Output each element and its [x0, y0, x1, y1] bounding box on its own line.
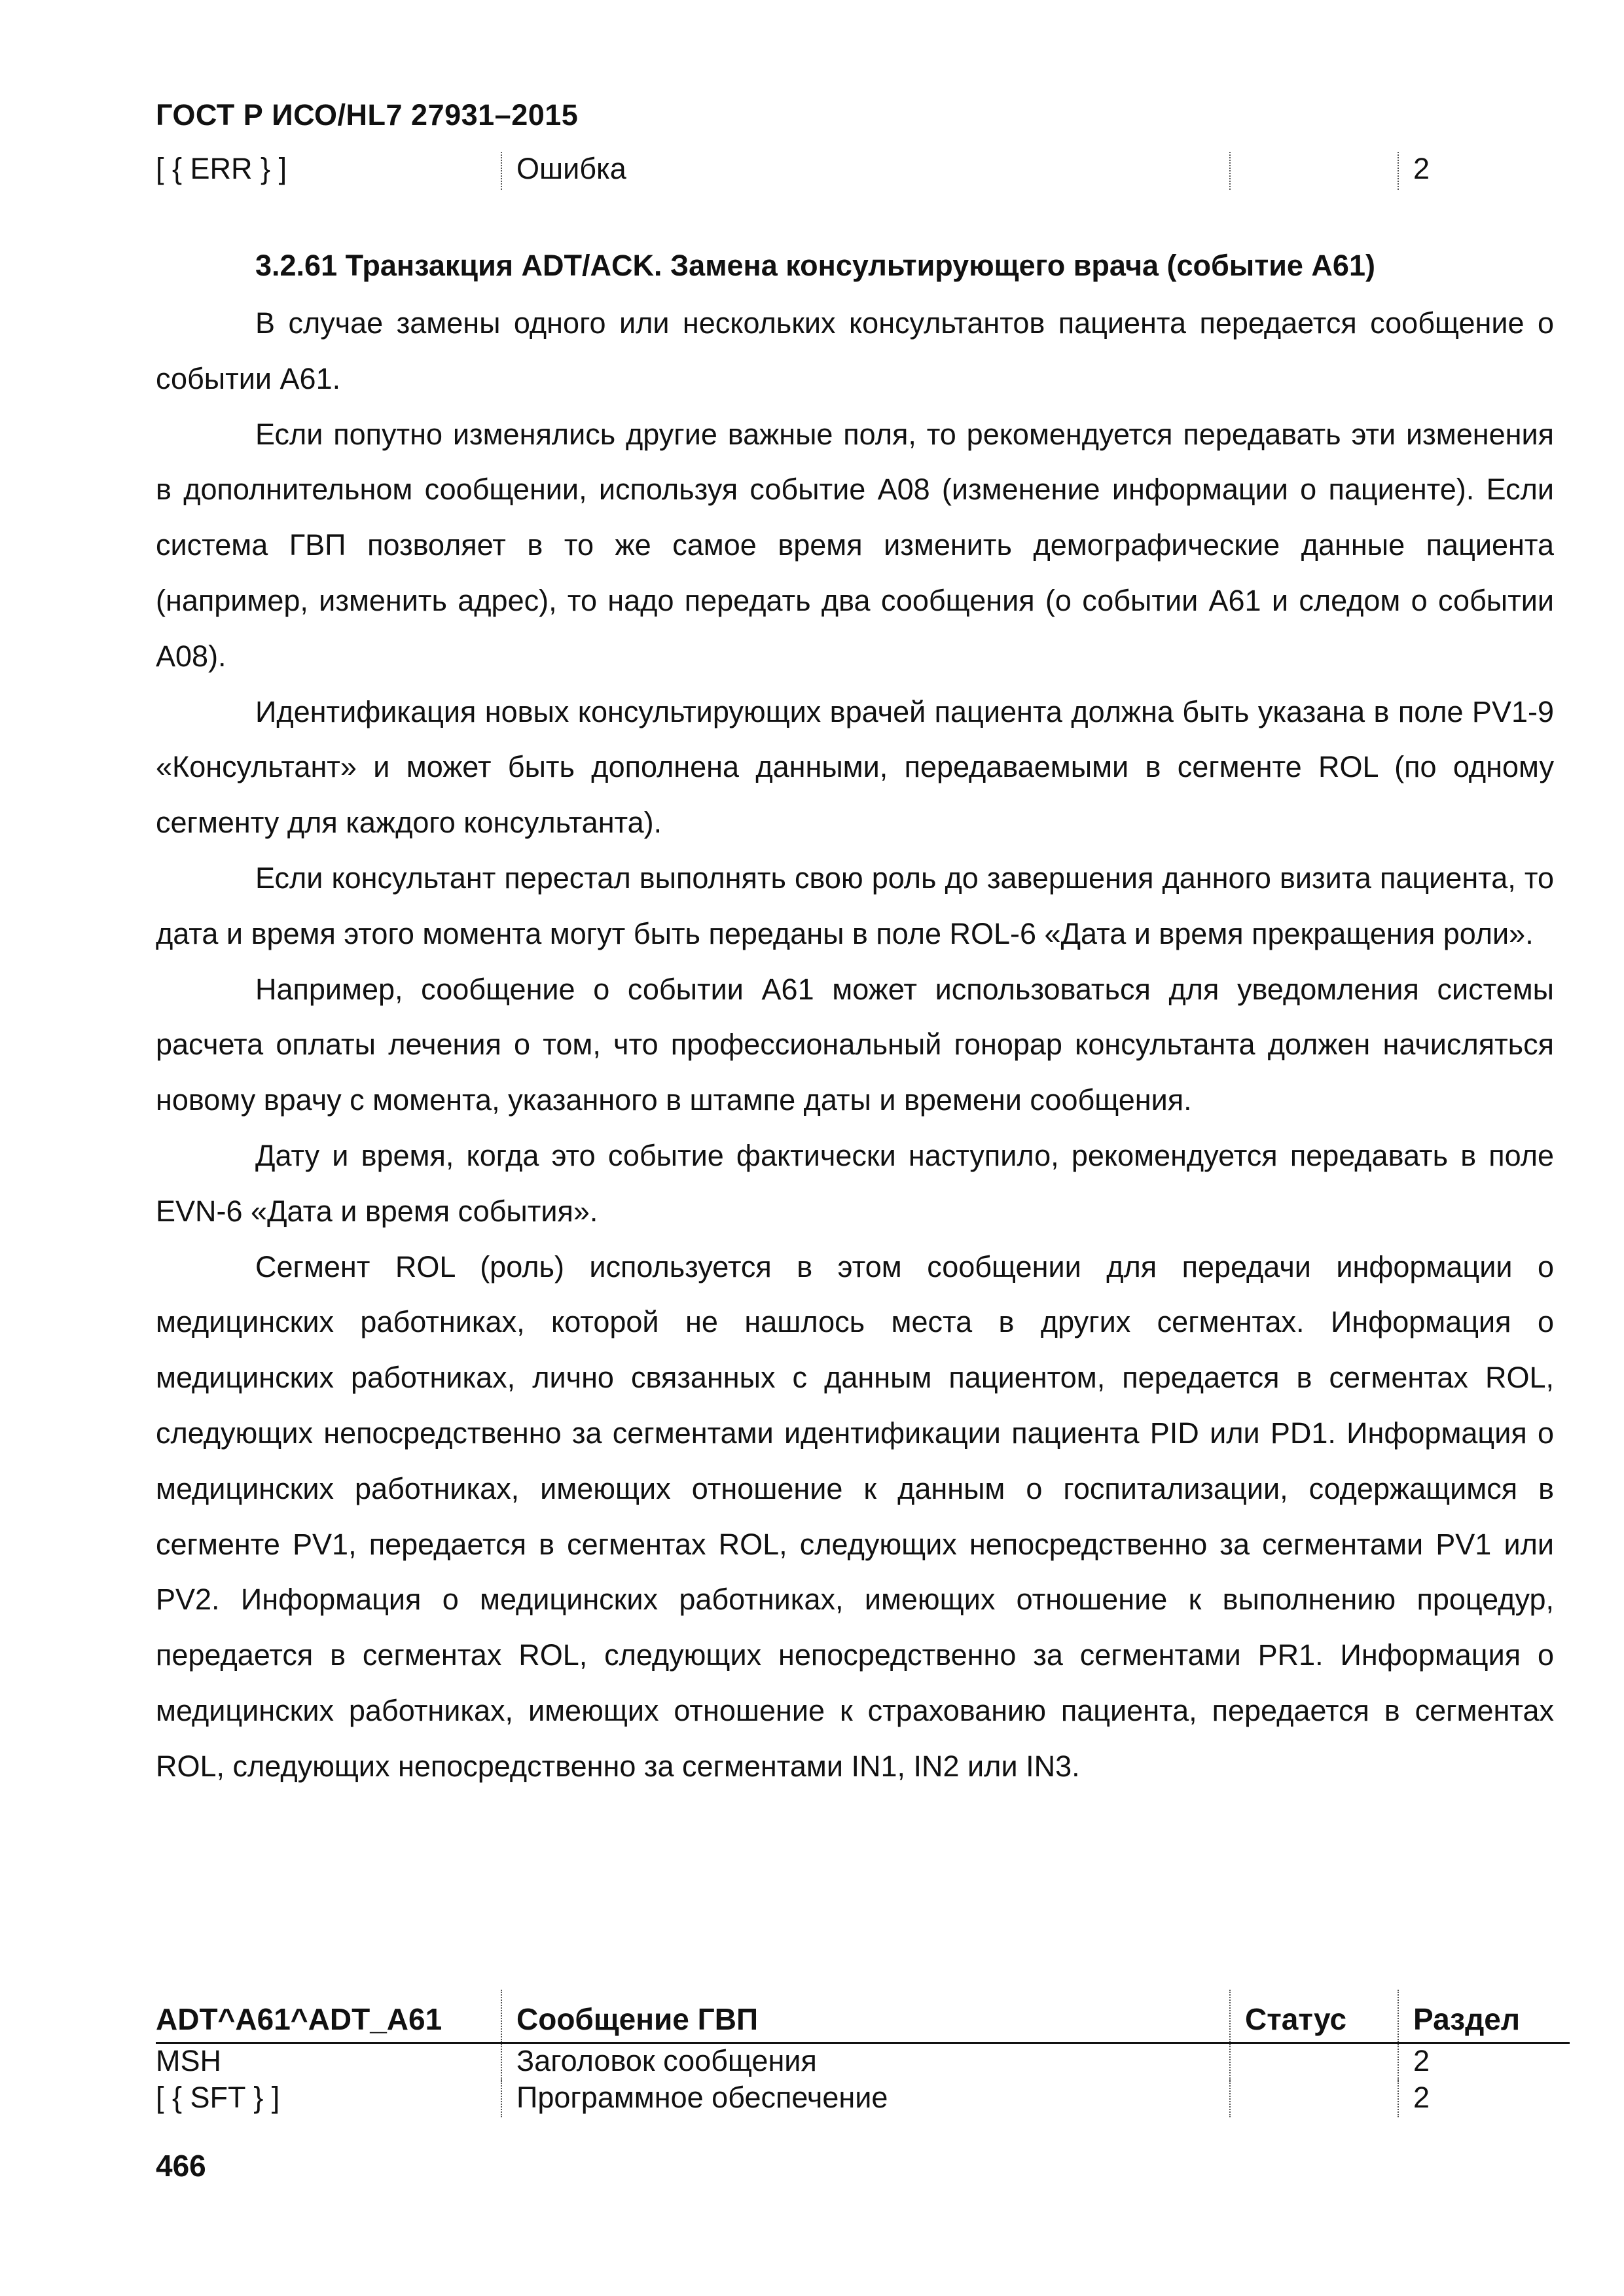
- segment-cell: MSH: [156, 2044, 221, 2077]
- paragraph: Сегмент ROL (роль) используется в этом сообщении для передачи информации о медицинских работниках, которой не нашлось места в других сегментах. Информация о медицинских работниках, лично связанных с данным пациентом, передается в сегментах ROL, следующих непосредственно за сегментами идентификации пациента PID или PD1. Информация о медицинских работниках, имеющих отношение к данным о госпитализации, содержащимся в сегменте PV1, передается в сегментах ROL, следующих непосредственно за сегментами PV1 или PV2. Информация о медицинских работниках, имеющих отношение к выполнению процедур, передается в сегментах ROL, следующих непосредственно за сегментами PR1. Информация о медицинских работниках, имеющих отношение к страхованию пациента, передается в сегментах ROL, следующих непосредственно за сегментами IN1, IN2 или IN3.: [156, 1249, 1554, 1783]
- paragraph: Если попутно изменялись другие важные поля, то рекомендуется передавать эти изменения в дополнительном сообщении, используя событие A08 (изменение информации о пациенте). Если система ГВП позволяет в то же самое время изменить демографические данные пациента (например, изменить адрес), то надо передать два сообщения (о событии A61 и следом о событии A08).: [156, 417, 1554, 673]
- status-cell: [1229, 152, 1389, 190]
- paragraph: Идентификация новых консультирующих врачей пациента должна быть указана в поле PV1-9 «Консультант» и может быть дополнена данными, передаваемыми в сегменте ROL (по одному сегменту для каждого консультанта).: [156, 694, 1554, 840]
- section-cell: 2: [1398, 2081, 1430, 2117]
- table-row: [156, 2081, 1570, 2117]
- section-heading: 3.2.61 Транзакция ADT/ACK. Замена консультирующего врача (событие A61): [255, 249, 1375, 282]
- section-cell: 2: [1398, 2044, 1430, 2081]
- paragraph: Например, сообщение о событии A61 может использоваться для уведомления системы расчета оплаты лечения о том, что профессиональный гонорар консультанта должен начисляться новому врачу с момента, указанного в штампе даты и времени сообщения.: [156, 972, 1554, 1117]
- header-description: Сообщение ГВП: [501, 1990, 758, 2042]
- section-body: [156, 296, 1554, 1795]
- err-segment-row: [156, 152, 1570, 190]
- paragraph: В случае замены одного или нескольких консультантов пациента передается сообщение о событии A61.: [156, 306, 1554, 395]
- description-cell: Программное обеспечение: [501, 2081, 888, 2117]
- description-cell: Ошибка: [501, 152, 626, 190]
- page-number: 466: [156, 2149, 206, 2183]
- paragraph: Если консультант перестал выполнять свою роль до завершения данного визита пациента, то дата и время этого момента могут быть переданы в поле ROL-6 «Дата и время прекращения роли».: [156, 861, 1554, 950]
- status-cell: [1229, 2081, 1389, 2117]
- header-section: Раздел: [1398, 1990, 1520, 2042]
- paragraph: Дату и время, когда это событие фактически наступило, рекомендуется передавать в поле EVN-6 «Дата и время события».: [156, 1138, 1554, 1228]
- section-cell: 2: [1398, 152, 1430, 190]
- table-row: [156, 2044, 1570, 2081]
- header-message: ADT^A61^ADT_A61: [156, 2002, 442, 2036]
- segment-cell: [ { SFT } ]: [156, 2081, 280, 2114]
- description-cell: Заголовок сообщения: [501, 2044, 817, 2081]
- standard-header: ГОСТ Р ИСО/HL7 27931–2015: [156, 98, 579, 132]
- segment-cell: [ { ERR } ]: [156, 152, 287, 185]
- table-header: [156, 1990, 1570, 2044]
- status-cell: [1229, 2044, 1389, 2081]
- header-status: Статус: [1229, 1990, 1389, 2042]
